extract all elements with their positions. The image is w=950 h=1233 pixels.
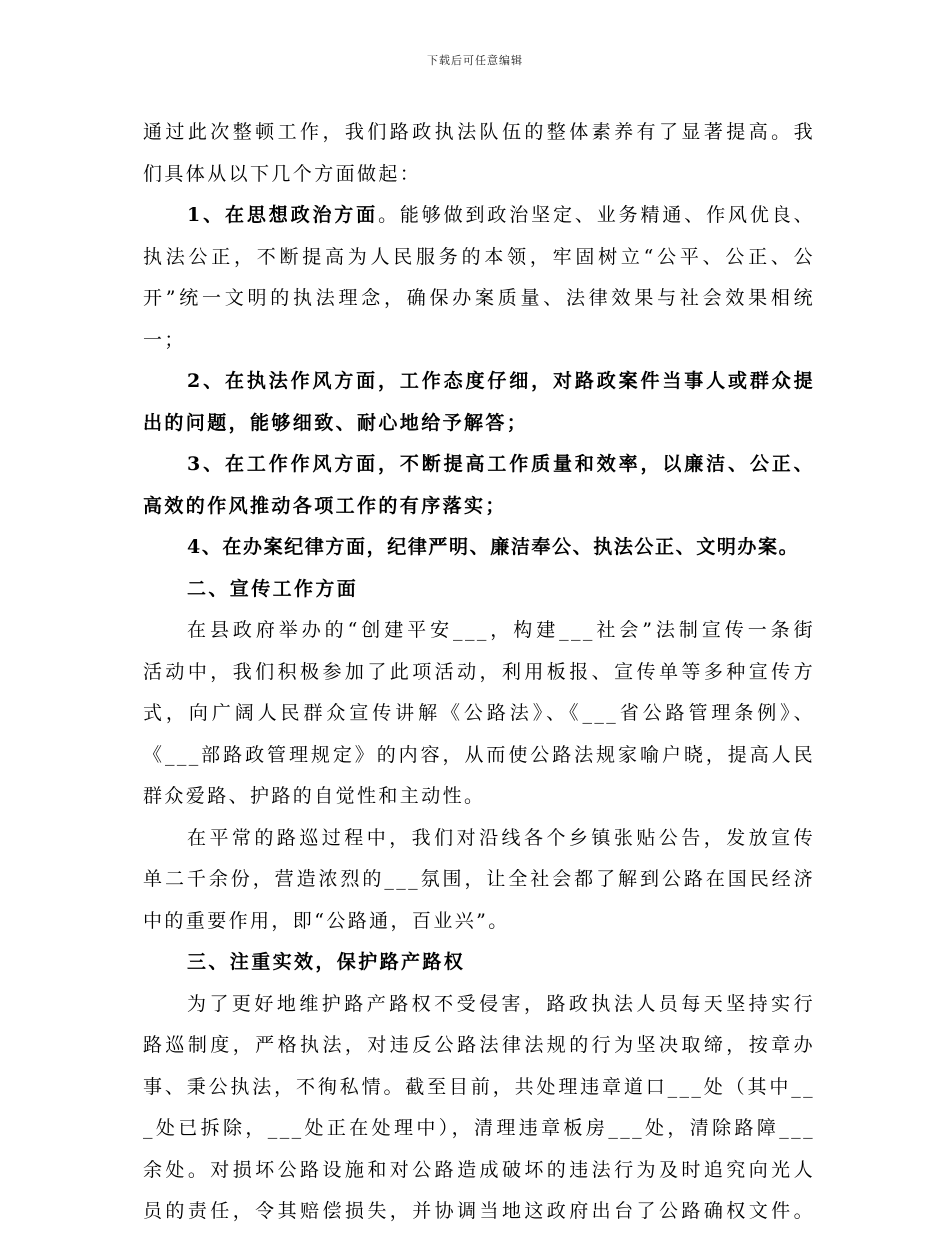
paragraph-line: 式，向广阔人民群众宣传讲解《公路法》、《___省公路管理条例》、 <box>143 702 815 724</box>
point-heading: 1、在思想政治方面 <box>187 204 379 226</box>
paragraph-line: 为了更好地维护路产路权不受侵害，路政执法人员每天坚持实行 <box>187 992 815 1015</box>
paragraph-line: _处已拆除，___处正在处理中），清理违章板房___处，清除路障___ <box>143 1117 815 1139</box>
document-body <box>143 112 815 1233</box>
paragraph-line: 出的问题，能够细致、耐心地给予解答； <box>143 411 529 434</box>
paragraph-line: 单二千余份，营造浓烈的___氛围，让全社会都了解到公路在国民经济 <box>143 868 815 890</box>
paragraph-line: 4、在办案纪律方面，纪律严明、廉洁奉公、执法公正、文明办案。 <box>187 536 800 558</box>
paragraph-line: 2、在执法作风方面，工作态度仔细，对路政案件当事人或群众提 <box>187 370 815 392</box>
paragraph-line: 一； <box>143 328 186 351</box>
paragraph-line: 《___部路政管理规定》的内容，从而使公路法规家喻户晓，提高人民 <box>143 743 815 766</box>
paragraph-line: 群众爱路、护路的自觉性和主动性。 <box>143 785 486 807</box>
paragraph-line: 通过此次整顿工作，我们路政执法队伍的整体素养有了显著提高。我 <box>143 121 815 143</box>
paragraph-line: 在平常的路巡过程中，我们对沿线各个乡镇张贴公告，发放宣传 <box>187 826 815 849</box>
paragraph-line: 中的重要作用，即“公路通，百业兴”。 <box>143 909 510 932</box>
paragraph-line: 余处。对损坏公路设施和对公路造成破坏的违法行为及时追究向光人 <box>143 1158 815 1181</box>
paragraph-line: 路巡制度，严格执法，对违反公路法律法规的行为坚决取缔，按章办 <box>143 1034 815 1056</box>
paragraph-line: 活动中，我们积极参加了此项活动，利用板报、宣传单等多种宣传方 <box>143 660 815 683</box>
paragraph-line: 开”统一文明的执法理念，确保办案质量、法律效果与社会效果相统 <box>143 287 815 309</box>
paragraph-line: 们具体从以下几个方面做起： <box>143 162 422 185</box>
paragraph-line: 执法公正，不断提高为人民服务的本领，牢固树立“公平、公正、公 <box>143 245 815 268</box>
paragraph-line: 事、秉公执法，不徇私情。截至目前，共处理违章道口___处（其中__ <box>143 1075 815 1098</box>
paragraph-line: 3、在工作作风方面，不断提高工作质量和效率，以廉洁、公正、 <box>187 453 815 475</box>
paragraph-line: 高效的作风推动各项工作的有序落实； <box>143 494 507 517</box>
point-text: 。能够做到政治坚定、业务精通、作风优良、 <box>378 204 815 226</box>
paragraph-line: 在县政府举办的“创建平安___，构建___社会”法制宣传一条街 <box>187 619 815 641</box>
section-heading: 三、注重实效，保护路产路权 <box>187 951 466 973</box>
paragraph-line: 员的责任，令其赔偿损失，并协调当地这政府出台了公路确权文件。 <box>143 1200 815 1222</box>
page-header: 下载后可任意编辑 <box>427 54 523 67</box>
paragraph-line <box>143 195 815 237</box>
section-heading: 二、宣传工作方面 <box>187 577 359 600</box>
